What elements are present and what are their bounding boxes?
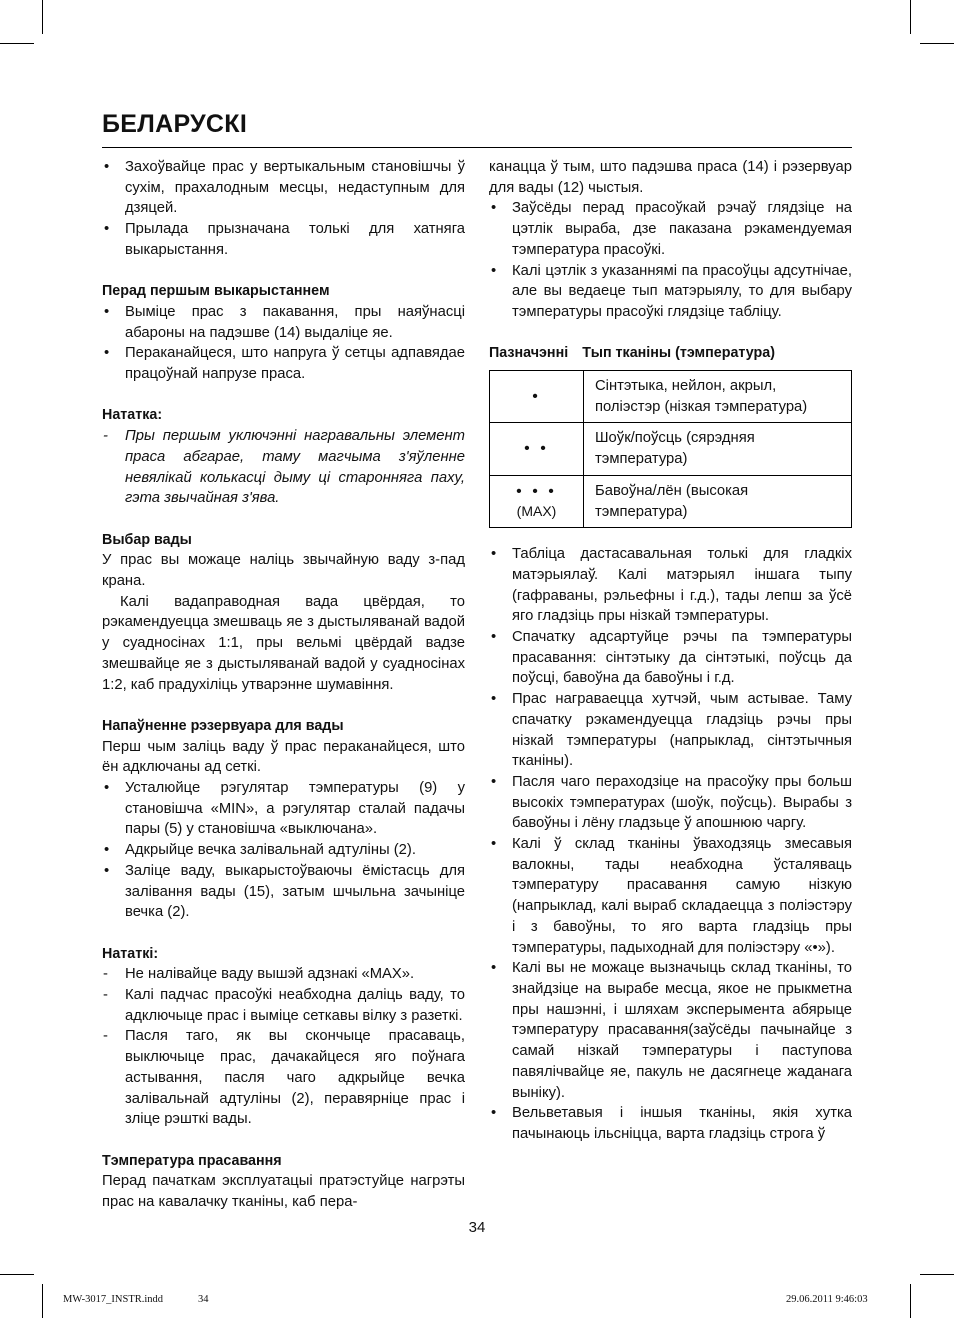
bullet-item: • Захоўвайце прас у вертыкальным становішчы ў сухім, прахалодным месцы, недаступным для дзяцей. [102,157,465,219]
section-heading: Перад першым выкарыстаннем [102,283,330,300]
paragraph: Калі вадаправодная вада цвёрдая, то рэкамендуецца змешваць яе з дыстыляванай вадой у суадносінах 1:1, пры вельмі цвёрдай вадзе змешвайце яе з дыстыляванай вадой у суадносінах 1:2, каб прадухіліць утварэнне шумавіння. [102,593,465,693]
section-heading: Выбар вады [102,531,192,548]
footer-filename: MW-3017_INSTR.indd [63,1294,164,1305]
page-number: 34 [468,1219,486,1236]
intro-bullet-list [102,157,465,261]
footer-datetime: 29.06.2011 9:46:03 [786,1294,868,1305]
title-rule [102,147,852,148]
bullet-item: • Спачатку адсартуйце рэчы па тэмпературы прасавання: сінтэтыку да сінтэтыкі, поўсць да поўсці, бавоўна да бавоўны і г.д. [489,627,852,689]
footer-page: 34 [198,1294,209,1305]
table-row [490,475,852,527]
notes-list [102,964,465,1130]
bullet-item: • Заліце ваду, выкарыстоўваючы ёмістасць для залівання вады (15), затым шчыльна зачыніце вечка (2). [102,861,465,923]
fabric-cell: Сінтэтыка, нейлон, акрыл, поліэстэр (нізкая тэмпература) [584,371,852,423]
paragraph: У прас вы можаце наліць звычайную ваду з-пад крана. [102,552,465,590]
label-list [489,198,852,322]
table-col-fabric: Тып тканіны (тэмпература) [582,345,775,362]
section-heading: Нататка: [102,407,163,424]
table-row [490,371,852,423]
dash-item: - Пры першым уключэнні награвальны элемент праса абгарае, таму магчыма з'яўленне невялікай колькасці дыму ці староннягa паху, гэта звычайная з'ява. [102,426,465,509]
bullet-item: • Прас награваецца хутчэй, чым астывае. Таму спачатку рэкамендуецца гладзіць рэчы пры нізкай тэмпературы (напрыклад, сінтэтычныя тканіны). [489,689,852,772]
section-heading: Тэмпература прасавання [102,1152,282,1169]
first-use-list [102,302,465,385]
symbol-cell [490,423,584,475]
crop-mark [910,1284,911,1318]
tips-list [489,544,852,1144]
bullet-item: • Пасля чаго пераходзіце на прасоўку пры больш высокіх тэмпературах (шоўк, поўсць). Вырабы з бавоўны і лёну гладзьце ў апошнюю чаргу. [489,772,852,834]
page-title: БЕЛАРУСКІ [102,110,248,138]
crop-mark [0,1274,34,1275]
right-column [489,157,852,1145]
temperature-dots: • • • [516,482,557,500]
crop-mark [920,1274,954,1275]
section-heading: Напаўненне рэзервуара для вады [102,717,344,734]
crop-mark [920,43,954,44]
dash-item: - Пасля таго, як вы скончыце прасаваць, выключыце прас, дачакайцеся яго поўнага астывання, пасля чаго адкрыйце вечка залівальнай адтуліны (2), перавярніце прас і зліце рэшткі вады. [102,1026,465,1130]
bullet-item: • Калі вы не можаце вызначыць склад тканіны, то знайдзіце на вырабе месца, якое не прыкметна пры нашэнні, і шляхам эксперымента абярыце тэмпературу прасавання(заўсёды пачынайце з самай нізкай тэмпературы і паступова павялічвайце яе, пакуль не дасягнеце жаданага выніку). [489,958,852,1103]
dash-item: - Не налівайце ваду вышэй адзнакі «MAX». [102,964,465,985]
crop-mark [910,0,911,34]
temperature-dots: • [532,387,541,405]
fabric-cell: Бавоўна/лён (высокая тэмпература) [584,475,852,527]
fill-list [102,778,465,923]
crop-mark [42,0,43,34]
bullet-item: • Прылада прызначана толькі для хатняга выкарыстання. [102,219,465,260]
crop-mark [0,43,34,44]
bullet-item: • Вельветавыя і іншыя тканіны, якія хутка пачынаюць ільсніцца, варта гладзіць строга ў [489,1103,852,1144]
bullet-item: • Пераканайцеся, што напруга ў сетцы адпавядае працоўнай напрузе праса. [102,343,465,384]
table-col-symbols: Пазначэнні [489,345,569,362]
temperature-dots: • • [524,440,549,458]
table-row [490,423,852,475]
bullet-item: • Табліца дастасавальная толькі для гладкіх матэрыялаў. Калі матэрыял іншага тыпу (гафраваны, рэльефны і г.д.), тады лепш за ўсё яго гладзіць пры нізкай тэмпературы. [489,544,852,627]
crop-mark [42,1284,43,1318]
fabric-cell: Шоўк/поўсць (сярэдняя тэмпература) [584,423,852,475]
bullet-item: • Заўсёды перад прасоўкай рэчаў глядзіце на цэтлік выраба, дзе паказана рэкамендуемая тэмпература прасоўкі. [489,198,852,260]
bullet-item: • Выміце прас з пакавання, пры наяўнасці абароны на падэшве (14) выдаліце яе. [102,302,465,343]
dash-item: - Калі падчас прасоўкі неабходна даліць ваду, то адключыце прас і выміце сеткавы вілку з разеткі. [102,985,465,1026]
table-header [489,343,852,364]
paragraph: Перш чым заліць ваду ў прас пераканайцеся, што ён адключаны ад сеткі. [102,738,465,776]
paragraph: Перад пачаткам эксплуатацыі пратэстуйце нагрэты прас на кавалачку тканіны, каб пера- [102,1173,465,1211]
temperature-table [489,370,852,528]
bullet-item: • Адкрыйце вечка залівальнай адтуліны (2). [102,840,465,861]
max-label: (MAX) [516,502,557,519]
bullet-item: • Усталюйце рэгулятар тэмпературы (9) у становішча «MIN», а рэгулятар сталай падачы пары (5) у становішча «выключана». [102,778,465,840]
bullet-item: • Калі ў склад тканіны ўваходзяць змесавыя валокны, тады неабходна ўсталяваць тэмпературу прасавання самую нізкую (напрыклад, калі выраб складаецца з поліэстэру і з бавоўны, то яго варта гладзіць пры тэмпературы, падыходнай для поліэстэру «•»). [489,834,852,958]
symbol-cell [490,371,584,423]
paragraph: канацца ў тым, што падэшва праса (14) і рэзервуар для вады (12) чыстыя. [489,159,852,196]
symbol-cell [490,475,584,527]
section-heading: Нататкі: [102,945,159,962]
left-column [102,157,465,1213]
bullet-item: • Калі цэтлік з указаннямі па прасоўцы адсутнічае, але вы ведаеце тып матэрыялу, то для выбару тэмпературы прасоўкі глядзіце табліцу. [489,261,852,323]
note-list [102,426,465,509]
